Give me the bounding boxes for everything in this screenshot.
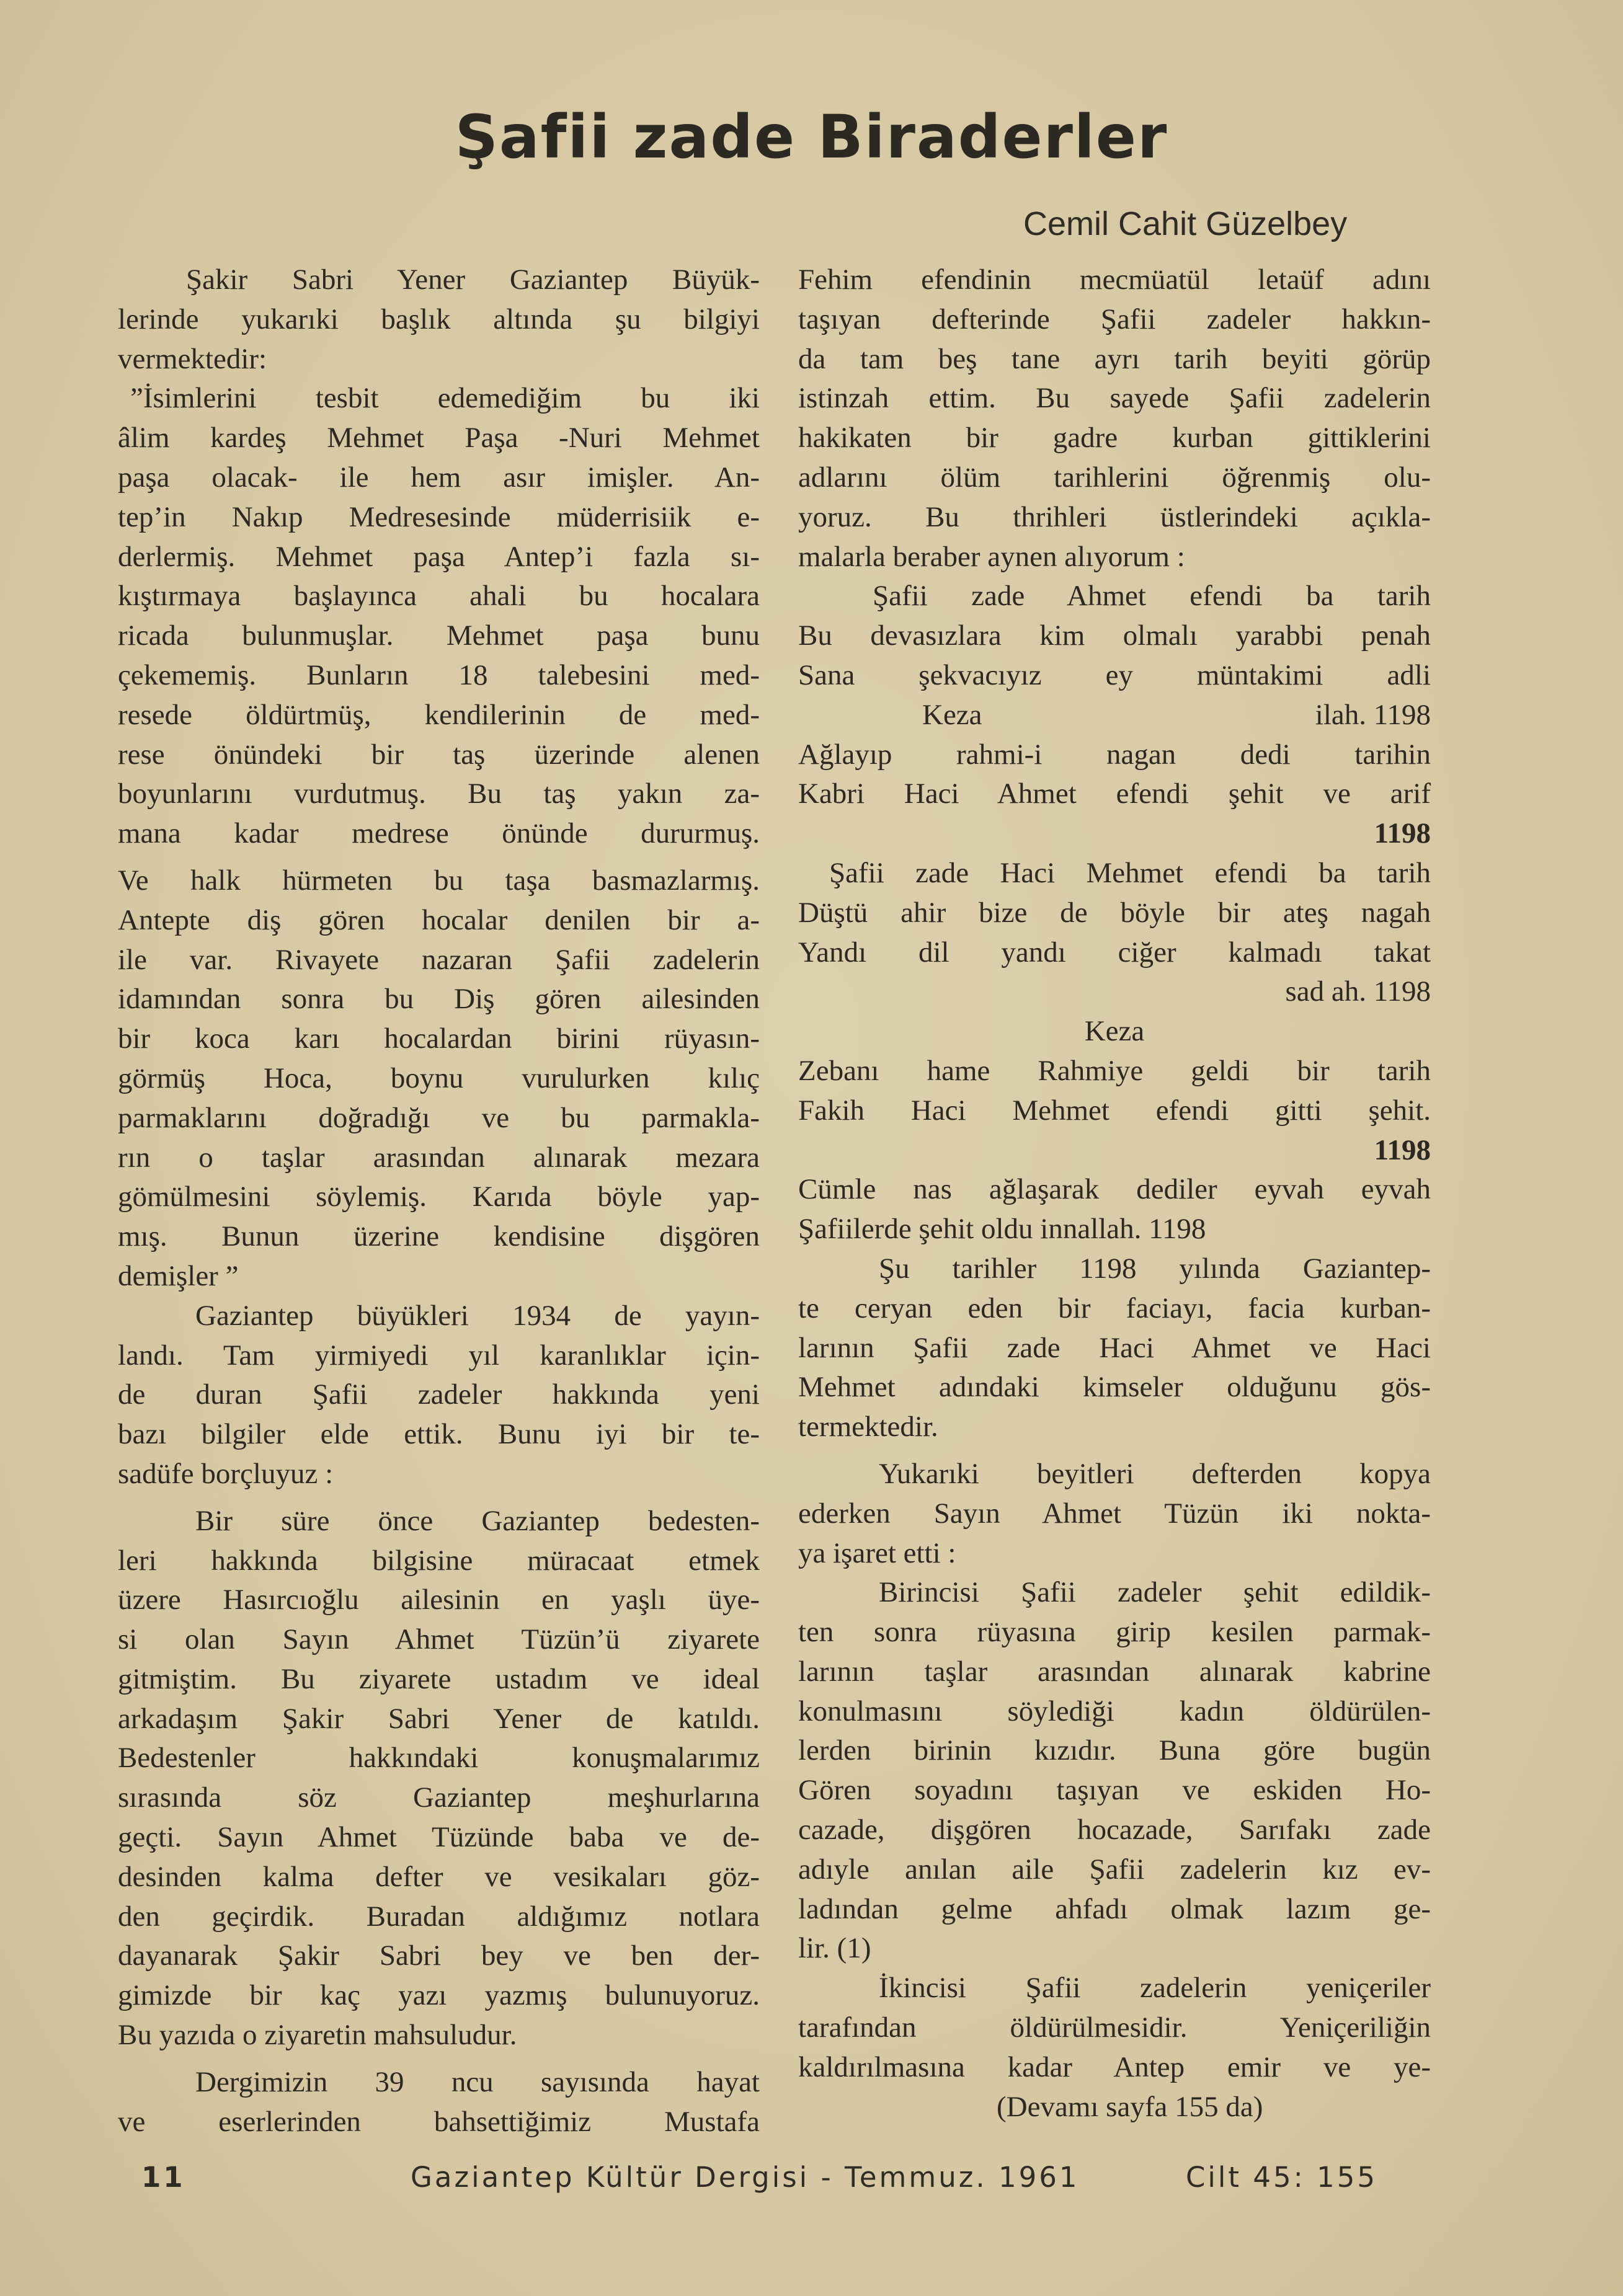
text-line: Mehmet adındaki kimseler olduğunu gös- [798,1371,1431,1404]
text-line: Yukarıki beyitleri defterden kopya [879,1457,1431,1490]
text-line: konulmasını söylediği kadın öldürülen- [798,1695,1431,1727]
text-line: gimizde bir kaç yazı yazmış bulunuyoruz. [118,1979,760,2012]
text-line: adlarını ölüm tarihlerini öğrenmiş olu- [798,461,1431,494]
text-line: idamından sonra bu Diş gören ailesinden [118,983,760,1016]
verse-line: Bu devasızlara kim olmalı yarabbi penah [798,619,1431,652]
text-line: derlermiş. Mehmet paşa Antep’i fazla sı- [118,540,760,573]
text-line: paşa olacak- ile hem asır imişler. An- [118,461,760,494]
text-line: taşıyan defterinde Şafii zadeler hakkın- [798,303,1431,335]
verse-line: Düştü ahir bize de böyle bir ateş nagah [798,896,1431,929]
text-line: gömülmesini söylemiş. Karıda böyle yap- [118,1181,760,1213]
verse-line: Şafiilerde şehit oldu innallah. 1198 [798,1213,1206,1246]
text-line: ya işaret etti : [798,1536,956,1569]
text-line: rese önündeki bir taş üzerinde alenen [118,738,760,771]
text-line: den geçirdik. Buradan aldığımız notlara [118,1900,760,1933]
text-line: Gaziantep büyükleri 1934 de yayın- [195,1299,760,1332]
text-line: mana kadar medrese önünde dururmuş. [118,817,760,850]
text-line: geçti. Sayın Ahmet Tüzünde baba ve de- [118,1821,760,1854]
text-line: kıştırmaya başlayınca ahali bu hocalara [118,580,760,613]
text-line: Antepte diş gören hocalar denilen bir a- [118,903,760,936]
text-line: Gören soyadını taşıyan ve eskiden Ho- [798,1774,1431,1807]
text-line: lerinde yukarıki başlık altında şu bilgiyi [118,303,760,335]
text-line: çekememiş. Bunların 18 talebesini med- [118,658,760,691]
text-line: larının Şafii zade Haci Ahmet ve Haci [798,1331,1431,1364]
text-line: ile var. Rivayete nazaran Şafii zadelerin [118,943,760,976]
continued-note: (Devamı sayfa 155 da) [997,2090,1263,2123]
text-line: Dergimizin 39 ncu sayısında hayat [195,2065,760,2098]
text-line: kaldırılmasına kadar Antep emir ve ye- [798,2050,1431,2083]
text-line: desinden kalma defter ve vesikaları göz- [118,1860,760,1893]
text-line: tep’in Nakıp Medresesinde müderrisiik e- [118,500,760,533]
text-line: ve eserlerinden bahsettiğimiz Mustafa [118,2105,760,2138]
verse-date: 1198 [1374,817,1431,850]
text-line: Ve halk hürmeten bu taşa basmazlarmış. [118,864,760,897]
page-number: 11 [141,2161,185,2194]
verse-line: Ağlayıp rahmi-i nagan dedi tarihin [798,738,1431,771]
text-line: demişler ” [118,1259,239,1292]
text-line: lerden birinin kızıdır. Buna göre bugün [798,1734,1431,1767]
text-line: gitmiştim. Bu ziyarete ustadım ve ideal [118,1662,760,1695]
text-line: arkadaşım Şakir Sabri Yener de katıldı. [118,1702,760,1735]
text-line: âlim kardeş Mehmet Paşa -Nuri Mehmet [118,422,760,454]
text-line: Şu tarihler 1198 yılında Gaziantep- [879,1252,1431,1285]
magazine-credit: Gaziantep Kültür Dergisi - Temmuz. 1961 [411,2161,1080,2194]
verse-line: Zebanı hame Rahmiye geldi bir tarih [798,1054,1431,1087]
text-line: boyunlarını vurdutmuş. Bu taş yakın za- [118,778,760,810]
text-line: bir koca karı hocalardan birini rüyasın- [118,1022,760,1055]
text-line: Bedestenler hakkındaki konuşmalarımız [118,1742,760,1775]
text-line: Fehim efendinin mecmüatül letaüf adını [798,264,1431,296]
text-line: ederken Sayın Ahmet Tüzün iki nokta- [798,1497,1431,1530]
text-line: Bir süre önce Gaziantep bedesten- [195,1504,760,1537]
text-line: hakikaten bir gadre kurban gittiklerini [798,422,1431,454]
text-line: te ceryan eden bir faciayı, facia kurban- [798,1292,1431,1324]
verse-line: Yandı dil yandı ciğer kalmadı takat [798,936,1431,968]
text-line: si olan Sayın Ahmet Tüzün’ü ziyarete [118,1623,760,1656]
text-line: görmüş Hoca, boynu vurulurken kılıç [118,1062,760,1094]
text-line: dayanarak Şakir Sabri bey ve ben der- [118,1939,760,1972]
verse-line: Cümle nas ağlaşarak dediler eyvah eyvah [798,1173,1431,1206]
text-line: malarla beraber aynen alıyorum : [798,540,1185,573]
text-line: de duran Şafii zadeler hakkında yeni [118,1378,760,1411]
article-author: Cemil Cahit Güzelbey [1023,205,1348,242]
text-line: da tam beş tane ayrı tarih beyiti görüp [798,342,1431,375]
text-line: landı. Tam yirmiyedi yıl karanlıklar için- [118,1339,760,1372]
text-line: sadüfe borçluyuz : [118,1457,334,1490]
text-line: ten sonra rüyasına girip kesilen parmak- [798,1616,1431,1649]
text-line: mış. Bunun üzerine kendisine dişgören [118,1220,760,1253]
text-line: larının taşlar arasından alınarak kabrine [798,1655,1431,1688]
text-line: adıyle anılan aile Şafii zadelerin kız ev- [798,1853,1431,1886]
verse-date: ilah. 1198 [1315,698,1431,731]
text-line: bazı bilgiler elde ettik. Bunu iyi bir te- [118,1418,760,1451]
verse-line: Fakih Haci Mehmet efendi gitti şehit. [798,1094,1431,1127]
keza-label: Keza [922,698,982,731]
text-line: tarafından öldürülmesidir. Yeniçeriliğin [798,2011,1431,2044]
text-line: ricada bulunmuşlar. Mehmet paşa bunu [118,619,760,652]
text-line: parmaklarını doğradığı ve bu parmakla- [118,1101,760,1134]
verse-keza-line [798,696,1431,735]
text-line: Şakir Sabri Yener Gaziantep Büyük- [186,264,760,296]
text-line: lir. (1) [798,1932,871,1965]
text-line: cazade, dişgören hocazade, Sarıfakı zade [798,1814,1431,1846]
verse-line: Sana şekvacıyız ey müntakimi adli [798,658,1431,691]
text-line: vermektedir: [118,342,267,375]
left-column [118,260,760,2142]
volume-info: Cilt 45: 155 [1186,2161,1377,2194]
text-line: ladından gelme ahfadı olmak lazım ge- [798,1892,1431,1925]
text-line: üzere Hasırcıoğlu ailesinin en yaşlı üye- [118,1584,760,1616]
text-line: istinzah ettim. Bu sayede Şafii zadelerin [798,382,1431,415]
verse-date: sad ah. 1198 [1285,975,1431,1008]
text-line: resede öldürtmüş, kendilerinin de med- [118,698,760,731]
text-line: leri hakkında bilgisine müracaat etmek [118,1544,760,1577]
right-column [798,260,1431,2127]
text-line: yoruz. Bu thrihleri üstlerindeki açıkla- [798,500,1431,533]
keza-label: Keza [1084,1015,1145,1048]
article-title: Şafii zade Biraderler [455,102,1168,172]
text-line: İkincisi Şafii zadelerin yeniçeriler [879,1972,1431,2005]
verse-date: 1198 [1374,1133,1431,1166]
verse-line: Kabri Haci Ahmet efendi şehit ve arif [798,778,1431,810]
text-line: Birincisi Şafii zadeler şehit edildik- [879,1576,1431,1609]
text-line: ”İsimlerini tesbit edemediğim bu iki [130,382,760,415]
text-line: termektedir. [798,1411,938,1443]
text-line: rın o taşlar arasından alınarak mezara [118,1141,760,1174]
verse-line: Şafii zade Ahmet efendi ba tarih [873,580,1431,613]
verse-line: Şafii zade Haci Mehmet efendi ba tarih [829,856,1431,889]
text-line: sırasında söz Gaziantep meşhurlarına [118,1781,760,1814]
text-line: Bu yazıda o ziyaretin mahsuludur. [118,2019,517,2052]
